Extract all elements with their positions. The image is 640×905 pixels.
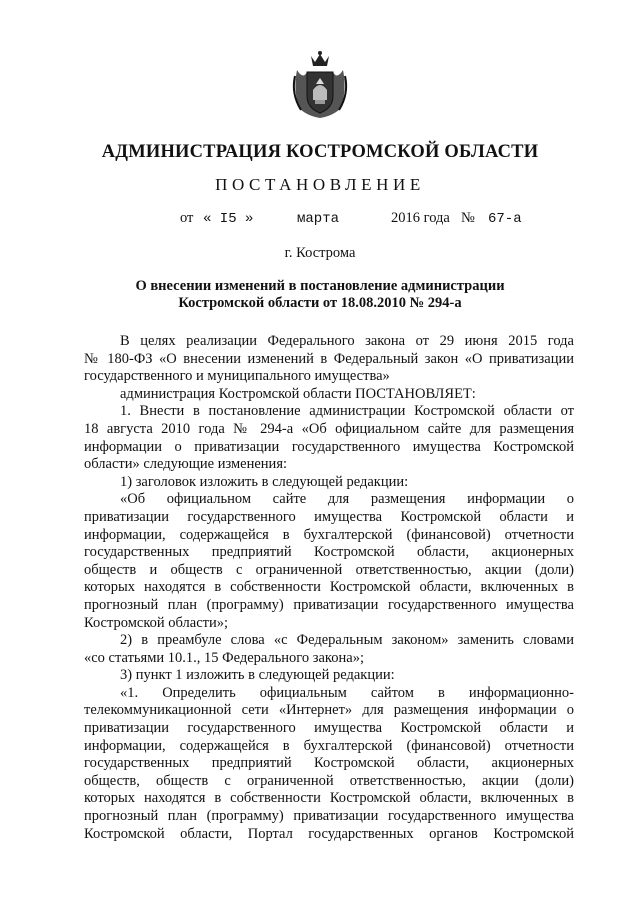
- body-line: которых находятся в собственности Костромской области, включенных в: [84, 579, 574, 596]
- body-line: Костромской области»;: [84, 614, 229, 631]
- organization-title: АДМИНИСТРАЦИЯ КОСТРОМСКОЙ ОБЛАСТИ: [101, 142, 539, 162]
- body-line: государственных предприятий Костромской области, акционерных: [84, 755, 574, 772]
- body-line: 1. Внести в постановление администрации Костромской области от: [120, 403, 574, 420]
- body-line: которых находятся в собственности Костромской области, включенных в: [84, 790, 574, 807]
- document-number: 67-а: [488, 211, 522, 227]
- body-line: области» следующие изменения:: [84, 456, 288, 473]
- body-line: 18 августа 2010 года № 294-а «Об официальном сайте для размещения: [84, 420, 574, 437]
- body-line: обществ, обществ с ограниченной ответственностью, акции (доли): [84, 772, 574, 789]
- date-prefix: от: [180, 210, 194, 226]
- body-line: 2) в преамбуле слова «с Федеральным законом» заменить словами: [120, 632, 574, 649]
- document-type: ПОСТАНОВЛЕНИЕ: [215, 175, 425, 194]
- body-line: информации о приватизации государственного имущества Костромской: [84, 438, 574, 455]
- body-line: информации, содержащейся в бухгалтерской (финансовой) отчетности: [84, 737, 574, 754]
- date-month: марта: [297, 211, 340, 227]
- subject-line: Костромской области от 18.08.2010 № 294-а: [178, 295, 462, 311]
- number-sign: №: [461, 210, 475, 226]
- body-line: государственного и муниципального имущества»: [84, 368, 390, 385]
- body-line: администрация Костромской области ПОСТАНОВЛЯЕТ:: [120, 385, 476, 402]
- body-line: телекоммуникационной сети «Интернет» для размещения информации о: [84, 702, 574, 719]
- body-line: прогнозный план (программу) приватизации государственного имущества: [84, 596, 574, 613]
- body-line: Костромской области, Портал государственных органов Костромской: [84, 825, 574, 842]
- document-subject: [100, 278, 540, 312]
- city: г. Кострома: [284, 245, 356, 261]
- body-line: № 180-ФЗ «О внесении изменений в Федеральный закон «О приватизации: [84, 350, 574, 367]
- date-year: 2016 года: [391, 210, 450, 226]
- date-number-line: [0, 210, 640, 228]
- body-line: обществ и обществ с ограниченной ответственностью, акции (доли): [84, 561, 574, 578]
- body-line: 1) заголовок изложить в следующей редакции:: [120, 473, 409, 490]
- subject-line: О внесении изменений в постановление администрации: [135, 278, 505, 294]
- body-line: В целях реализации Федерального закона от 29 июня 2015 года: [120, 333, 574, 349]
- body-line: государственных предприятий Костромской области, акционерных: [84, 544, 574, 561]
- date-day: « I5 »: [203, 211, 254, 227]
- body-line: 3) пункт 1 изложить в следующей редакции:: [120, 667, 395, 684]
- document-body: [84, 333, 574, 843]
- body-line: «1. Определить официальным сайтом в информационно-: [120, 684, 574, 701]
- coat-of-arms-emblem: [289, 50, 351, 120]
- body-line: приватизации государственного имущества Костромской области и: [84, 508, 574, 525]
- body-line: «Об официальном сайте для размещения информации о: [120, 491, 574, 508]
- body-line: приватизации государственного имущества Костромской области и: [84, 720, 574, 737]
- body-line: прогнозный план (программу) приватизации государственного имущества: [84, 808, 574, 825]
- body-line: информации, содержащейся в бухгалтерской (финансовой) отчетности: [84, 526, 574, 543]
- body-line: «со статьями 10.1., 15 Федерального закона»;: [84, 649, 364, 666]
